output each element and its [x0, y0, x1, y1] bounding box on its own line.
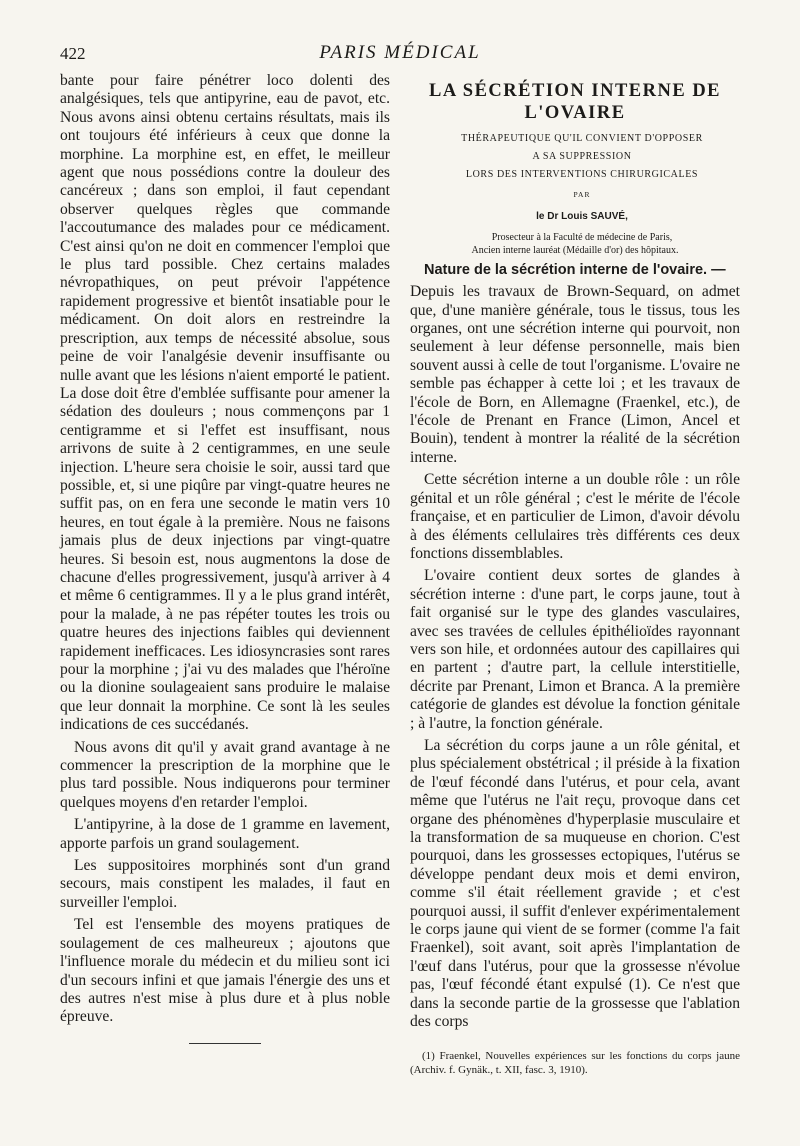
- affiliation-line: Prosecteur à la Faculté de médecine de Paris,: [491, 231, 673, 243]
- paragraph: Cette sécrétion interne a un double rôle : un rôle génital et un rôle général ; c'est le mérite de l'école française, et en particulier de Limon, d'avoir dévolu à des éléments cellulaires très différents ces deux fonctions dissemblables.: [410, 471, 740, 562]
- paragraph: Tel est l'ensemble des moyens pratiques de soulagement de ces malheureux ; ajoutons que l'influence morale du médecin et du milieu sont ici d'un secours infini et que jamais l'énergie des uns et des autres n'est mise à plus dure et à plus noble épreuve.: [60, 916, 390, 1026]
- running-head: PARIS MÉDICAL: [319, 42, 481, 63]
- section-divider: [189, 1043, 261, 1044]
- paragraph: bante pour faire pénétrer loco dolenti des analgésiques, tels que antipyrine, eau de pavot, etc. Nous avons ainsi obtenu certains résultats, mais ils ont toujours été inférieurs à ceux que donne la morphine. La morphine est, en effet, le meilleur agent que nous possédions contre la douleur des cancéreux ; dans son emploi, il faut cependant observer quelques règles que commande l'accoutumance des malades pour ce médicament. C'est ainsi qu'on ne doit en commencer l'emploi que le plus tard possible. Chez certains malades névropathiques, on peut prévoir l'appétence rapidement progressive et bientôt insatiable pour le médicament. On doit alors en restreindre la prescription, aux temps de nécessité absolue, sous peine de voir l'analgésie devenir insuffisante ou nulle avant que les lésions n'aient emporté le patient. La dose doit être d'emblée suffisante pour amener la sédation des douleurs ; nous commençons par 1 centigramme et si l'effet est insuffisant, nous arrivons de suite à 2 centigrammes, en une seule injection. L'heure sera choisie le soir, aussi tard que possible, et, si une piqûre par vingt-quatre heures ne suffit pas, on en fera une seconde le matin vers 10 heures, en tout égale à la première. Nous ne faisons jamais plus de deux injections par vingt-quatre heures. Si besoin est, nous augmentons la dose de chacune d'elles progressivement, jusqu'à arriver à 4 et même 6 centigrammes. Il y a le plus grand intérêt, pour la malade, à ne pas répéter toutes les trois ou quatre heures des injections faibles qui deviennent rapidement inefficaces. Les idiosyncrasies sont rares pour la morphine ; j'ai vu des malades que l'héroïne ou la dionine soulageaient sans produire le malaise que leur donnait la morphine. Ce sont là les seules indications de ces succédanés.: [60, 72, 390, 734]
- paragraph: L'antipyrine, à la dose de 1 gramme en lavement, apporte parfois un grand soulagement.: [60, 816, 390, 852]
- right-column: [410, 72, 740, 1077]
- affiliation-line: Ancien interne lauréat (Médaille d'or) des hôpitaux.: [471, 244, 679, 256]
- paragraph: Depuis les travaux de Brown-Sequard, on admet que, d'une manière générale, tous le tissus, tous les organes, ont une sécrétion interne qui pourvoit, non seulement à leur défense personnelle, mais bien souvent aussi à celle de tout l'organisme. L'ovaire ne semble pas échapper à cette loi ; et les travaux de l'école de Born, en Allemagne (Fraenkel, etc.), de l'école de Prenant en France (Limon, Ancel et Bouin), tendent à montrer la réalité de la sécrétion interne.: [410, 283, 740, 466]
- article-subtitle-line: LORS DES INTERVENTIONS CHIRURGICALES: [465, 169, 699, 180]
- paragraph: Nous avons dit qu'il y avait grand avantage à ne commencer la prescription de la morphine que le plus tard possible. Nous indiquerons pour terminer quelques moyens d'en retarder l'emploi.: [60, 738, 390, 811]
- paragraph: L'ovaire contient deux sortes de glandes à sécrétion interne : d'une part, le corps jaune, tout à fait organisé sur le type des glandes vasculaires, avec ses travées de cellules épithélioïdes rayonnant vers son hile, et ordonnées autour des capillaires qui en partent ; d'autre part, la cellule interstitielle, décrite par Prenant, Limon et Branca. A la première catégorie de glandes est dévolue la fonction génitale ; à l'autre, la fonction générale.: [410, 567, 740, 732]
- author-affiliation: [410, 231, 740, 257]
- lead-heading: [410, 261, 740, 279]
- article-title: LA SÉCRÉTION INTERNE DE L'OVAIRE: [428, 81, 722, 123]
- byline-par: PAR: [573, 190, 591, 199]
- paragraph: La sécrétion du corps jaune a un rôle génital, et plus spécialement obstétrical ; il préside à la fixation de l'œuf fécondé dans l'utérus, et pour cela, avant même que l'utérus ne l'ait reçu, provoque dans cet organe des phénomènes d'hyperplasie musculaire et la transformation de sa muqueuse en chorion. C'est pourquoi, dans les grossesses ectopiques, l'utérus se développe pendant deux mois et demi environ, comme s'il était réellement gravide ; et c'est pourquoi aussi, il suffit d'enlever expérimentalement le corps jaune qui vient de se former (comme l'a fait Fraenkel), soit avant, soit après l'implantation de l'œuf dans l'utérus, pour que la grossesse n'évolue pas, l'œuf fécondé étant expulsé (1). Ce n'est que dans la seconde partie de la grossesse que l'ablation des corps: [410, 736, 740, 1031]
- author-name: le Dr Louis SAUVÉ,: [536, 211, 628, 223]
- article-subtitle-line: THÉRAPEUTIQUE QU'IL CONVIENT D'OPPOSER: [461, 133, 703, 144]
- article-subtitle-line: A SA SUPPRESSION: [532, 151, 632, 162]
- left-column: [60, 72, 390, 1044]
- footnote: (1) Fraenkel, Nouvelles expériences sur les fonctions du corps jaune (Archiv. f. Gynäk., t. XII, fasc. 3, 1910).: [410, 1050, 740, 1077]
- page-number: 422: [60, 44, 86, 63]
- section-heading: Nature de la sécrétion interne de l'ovaire. —: [424, 261, 726, 278]
- paragraph: Les suppositoires morphinés sont d'un grand secours, mais constipent les malades, il faut en surveiller l'emploi.: [60, 857, 390, 911]
